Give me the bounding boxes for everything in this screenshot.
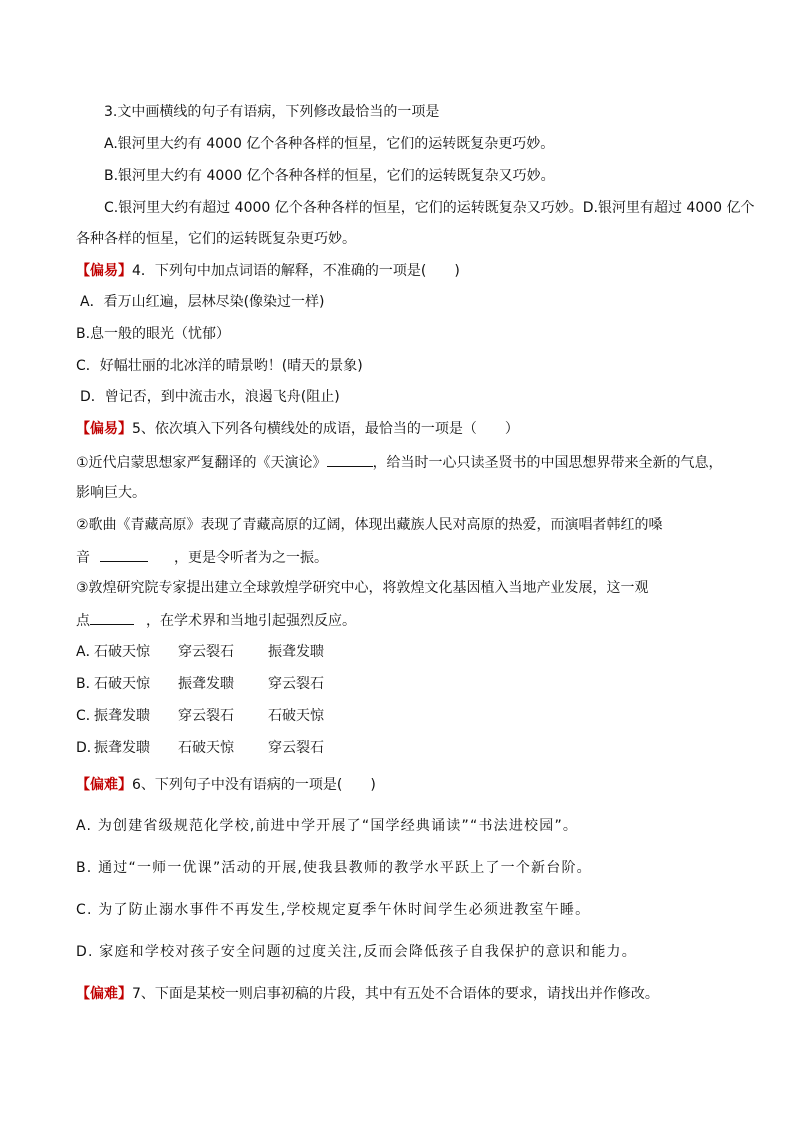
q7-stem: 7、下面是某校一则启事初稿的片段，其中有五处不合语体的要求，请找出并作修改。 [132, 986, 659, 1002]
difficulty-tag: 【偏难】 [76, 986, 132, 1002]
q5-sentence-2: ②歌曲《青藏高原》表现了青藏高原的辽阔，体现出藏族人民对高原的热爱，而演唱者韩红的嗓 [76, 517, 663, 533]
q3-option-b: B.银河里大约有 4000 亿个各种各样的恒星，它们的运转既复杂又巧妙。 [104, 168, 555, 184]
option-word: 振聋发聩 [94, 708, 150, 724]
option-letter: D． [76, 740, 101, 756]
option-word: 石破天惊 [94, 644, 150, 660]
q5-sentence-2-cont [76, 547, 328, 568]
q5-s1-text-cont: ，给当时一心只读圣贤书的中国思想界带来全新的气息， [372, 455, 723, 471]
q5-s1-text: ①近代启蒙思想家严复翻译的《天演论》 [76, 455, 327, 471]
q5-s3-text-cont: ，在学术界和当地引起强烈反应。 [146, 613, 356, 629]
option-word: 石破天惊 [94, 676, 150, 692]
fill-blank[interactable] [327, 452, 373, 467]
q6-option-d: D. 家庭和学校对孩子安全问题的过度关注,反而会降低孩子自我保护的意识和能力。 [76, 944, 637, 960]
option-word: 穿云裂石 [178, 644, 234, 660]
q4-option-b: B.息一般的眼光（忧郁） [76, 326, 231, 342]
q6-stem-line [76, 775, 376, 795]
q4-option-d: D．曾记否，到中流击水，浪遏飞舟(阻止) [80, 389, 340, 405]
q5-option-a [76, 642, 358, 662]
q4-option-c: C．好幅壮丽的北冰洋的晴景哟！(晴天的景象) [76, 358, 363, 374]
difficulty-tag: 【偏易】 [76, 421, 132, 437]
q3-option-a: A.银河里大约有 4000 亿个各种各样的恒星，它们的运转既复杂更巧妙。 [104, 136, 555, 152]
option-letter: A． [76, 644, 100, 660]
q4-option-a: A．看万山红遍，层林尽染(像染过一样) [80, 294, 325, 310]
q6-stem: 6、下列句子中没有语病的一项是( ) [132, 777, 376, 793]
q4-stem-line [76, 261, 460, 281]
q3-option-cd: C.银河里大约有超过 4000 亿个各种各样的恒星，它们的运转既复杂又巧妙。D.银河里有超过 4000 亿个 [104, 200, 755, 216]
q4-stem: 4．下列句中加点词语的解释，不准确的一项是( ) [132, 263, 460, 279]
q5-option-b [76, 674, 358, 694]
q5-sentence-3-cont [76, 610, 356, 631]
q5-s2-text-cont: ，更是令听者为之一振。 [174, 550, 328, 566]
option-word: 穿云裂石 [178, 708, 234, 724]
q3-stem: 3.文中画横线的句子有语病，下列修改最恰当的一项是 [104, 104, 440, 120]
q5-stem: 5、依次填入下列各句横线处的成语，最恰当的一项是（ ） [132, 421, 519, 437]
option-letter: B． [76, 676, 100, 692]
option-word: 振聋发聩 [178, 676, 234, 692]
option-word: 石破天惊 [178, 740, 234, 756]
q5-option-d [76, 738, 358, 758]
q6-option-a: A. 为创建省级规范化学校,前进中学开展了“国学经典诵读”“书法进校园”。 [76, 818, 579, 834]
q5-s2-text: 音 [76, 550, 90, 566]
q5-stem-line [76, 419, 519, 439]
q3-option-d-cont: 各种各样的恒星，它们的运转既复杂更巧妙。 [76, 231, 356, 247]
option-word: 振聋发聩 [94, 740, 150, 756]
difficulty-tag: 【偏易】 [76, 263, 132, 279]
q6-option-c: C. 为了防止溺水事件不再发生,学校规定夏季午休时间学生必须进教室午睡。 [76, 902, 591, 918]
q5-option-c [76, 706, 358, 726]
option-word: 穿云裂石 [268, 740, 324, 756]
q5-sentence-3: ③敦煌研究院专家提出建立全球敦煌学研究中心，将敦煌文化基因植入当地产业发展，这一观 [76, 580, 649, 596]
q7-stem-line [76, 984, 659, 1004]
fill-blank[interactable] [90, 610, 134, 625]
q5-sentence-1 [76, 452, 723, 473]
option-word: 振聋发聩 [268, 644, 324, 660]
option-letter: C． [76, 708, 100, 724]
difficulty-tag: 【偏难】 [76, 777, 132, 793]
fill-blank[interactable] [100, 547, 148, 562]
q5-s3-text: 点 [76, 613, 90, 629]
option-word: 穿云裂石 [268, 676, 324, 692]
q6-option-b: B. 通过“一师一优课”活动的开展,使我县教师的教学水平跃上了一个新台阶。 [76, 860, 592, 876]
q5-sentence-1-cont: 影响巨大。 [76, 485, 146, 501]
option-word: 石破天惊 [268, 708, 324, 724]
